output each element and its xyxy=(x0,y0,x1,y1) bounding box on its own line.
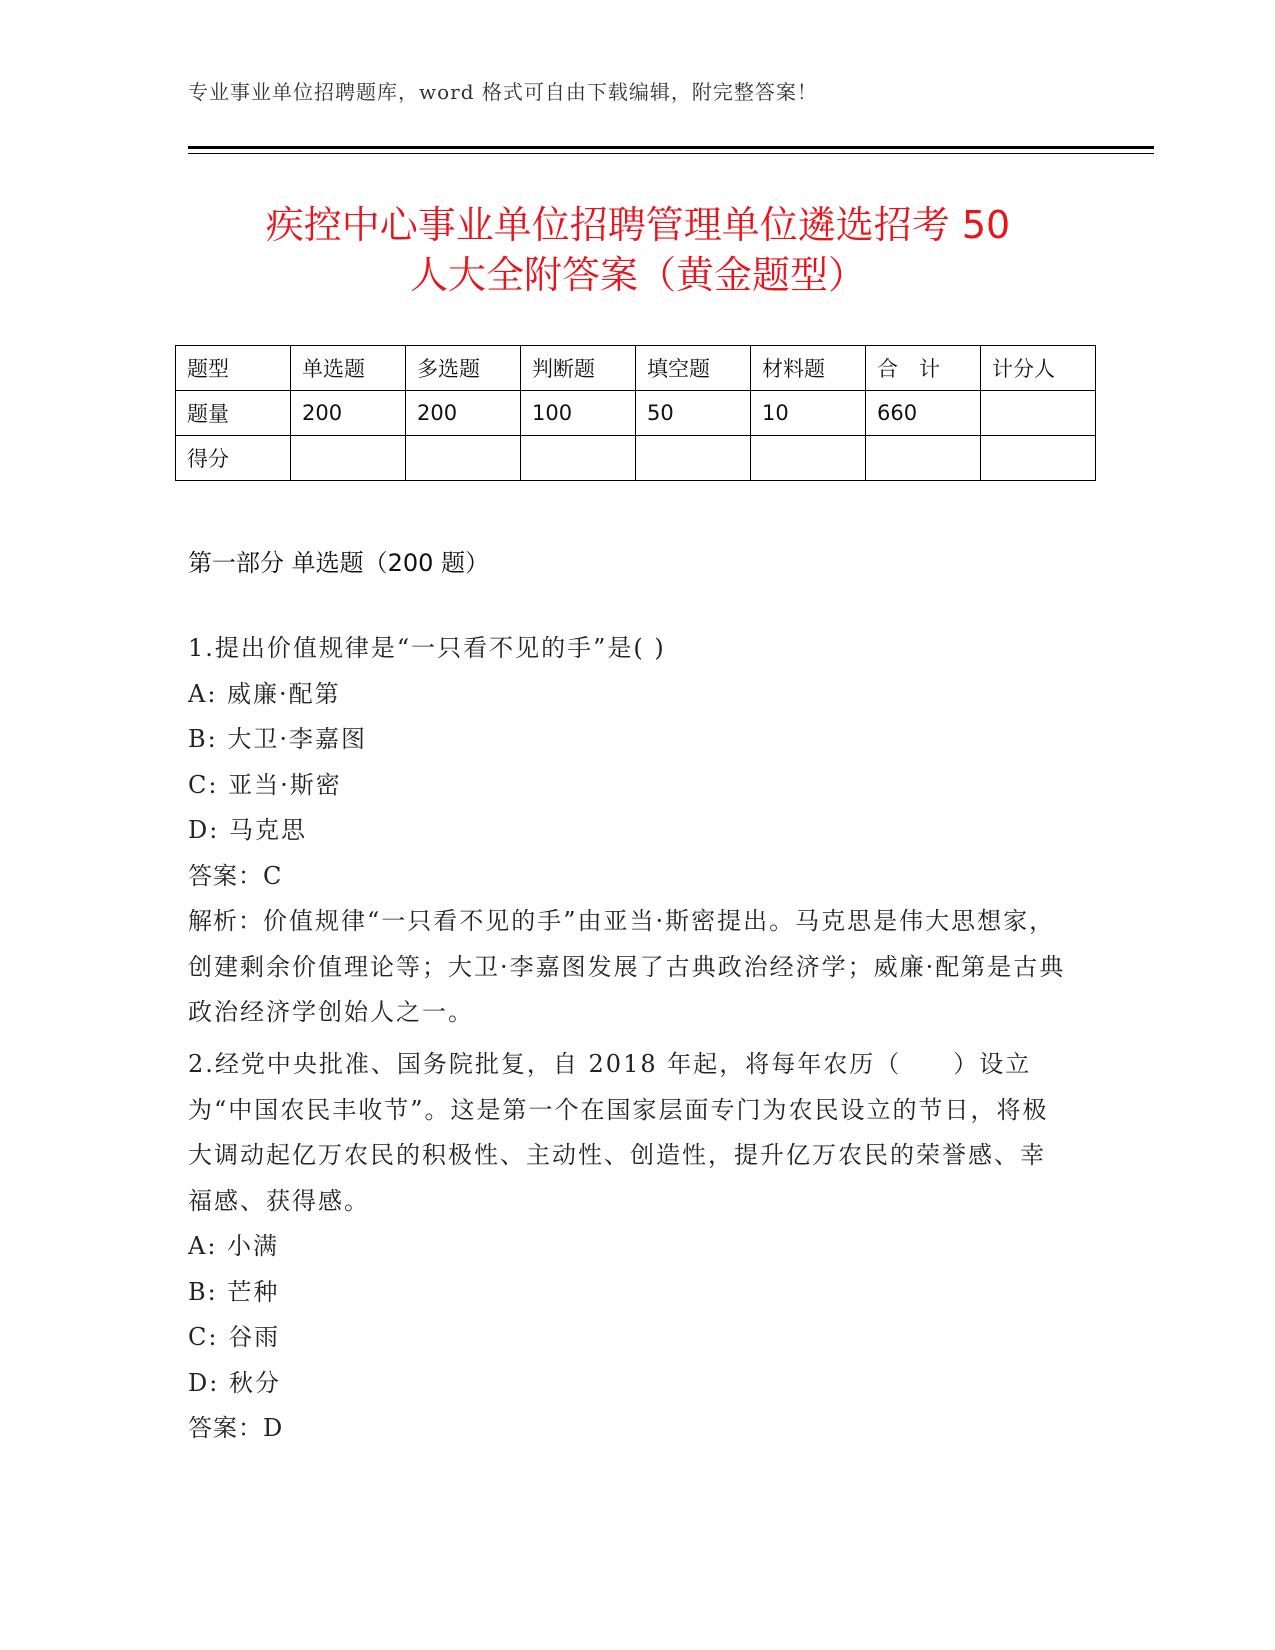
table-cell: 判断题 xyxy=(521,346,636,391)
score-table xyxy=(175,345,1096,481)
table-cell xyxy=(866,436,981,481)
header-note: 专业事业单位招聘题库，word 格式可自由下载编辑，附完整答案！ xyxy=(188,80,818,104)
answer-label: 答案： xyxy=(188,1414,263,1442)
question-stem: 1.提出价值规律是“一只看不见的手”是( ) xyxy=(188,634,666,662)
title-line-2: 人大全附答案（黄金题型） xyxy=(409,253,866,297)
table-cell: 题量 xyxy=(176,391,291,436)
table-cell: 100 xyxy=(521,391,636,436)
option-d: D: 秋分 xyxy=(188,1368,281,1397)
table-cell: 660 xyxy=(866,391,981,436)
section-heading: 第一部分 单选题（200 题） xyxy=(188,549,490,577)
table-cell: 多选题 xyxy=(406,346,521,391)
table-cell: 计分人 xyxy=(981,346,1096,391)
answer-value: D xyxy=(263,1414,285,1442)
table-cell: 题型 xyxy=(176,346,291,391)
header-rule-thin xyxy=(188,153,1154,154)
table-cell: 材料题 xyxy=(751,346,866,391)
answer-label: 答案： xyxy=(188,861,263,890)
score-table-row-count xyxy=(176,391,1096,436)
option-c: C: 谷雨 xyxy=(188,1323,281,1351)
table-cell: 合 计 xyxy=(866,346,981,391)
table-cell: 单选题 xyxy=(291,346,406,391)
analysis-text: 价值规律“一只看不见的手”由亚当·斯密提出。马克思是伟大思想家，创建剩余价值理论等；大卫·李嘉图发展了古典政治经济学；威廉·配第是古典政治经济学创始人之一。 xyxy=(188,907,1066,1026)
score-table-row-score xyxy=(176,436,1096,481)
answer-line xyxy=(188,1406,1068,1452)
table-cell xyxy=(636,436,751,481)
question-2 xyxy=(188,1042,1068,1452)
question-stem: 2.经党中央批准、国务院批复，自 2018 年起，将每年农历（ ）设立为“中国农民丰收节”。这是第一个在国家层面专门为农民设立的节日，将极大调动起亿万农民的积极性、主动性、创造性，提升亿万农民的荣誉感、幸福感、获得感。 xyxy=(188,1050,1049,1215)
analysis xyxy=(188,899,1068,1036)
analysis-label: 解析： xyxy=(188,907,263,935)
title-line-1: 疾控中心事业单位招聘管理单位遴选招考 50 xyxy=(265,203,1011,247)
option-d: D: 马克思 xyxy=(188,816,307,844)
table-cell xyxy=(751,436,866,481)
option-a: A: 威廉·配第 xyxy=(188,679,341,708)
answer-value: C xyxy=(263,861,284,890)
score-table-row-type xyxy=(176,346,1096,391)
table-cell xyxy=(521,436,636,481)
document-title xyxy=(188,200,1088,300)
header-rule-thick xyxy=(188,146,1154,149)
option-a: A: 小满 xyxy=(188,1232,280,1260)
answer-line xyxy=(188,854,1068,900)
table-cell xyxy=(981,391,1096,436)
table-cell xyxy=(291,436,406,481)
table-cell xyxy=(981,436,1096,481)
option-c: C: 亚当·斯密 xyxy=(188,770,342,799)
table-cell: 50 xyxy=(636,391,751,436)
option-b: B: 芒种 xyxy=(188,1277,280,1306)
table-cell: 得分 xyxy=(176,436,291,481)
table-cell: 10 xyxy=(751,391,866,436)
question-1 xyxy=(188,626,1068,1036)
table-cell xyxy=(406,436,521,481)
option-b: B: 大卫·李嘉图 xyxy=(188,725,367,753)
table-cell: 200 xyxy=(406,391,521,436)
table-cell: 填空题 xyxy=(636,346,751,391)
table-cell: 200 xyxy=(291,391,406,436)
